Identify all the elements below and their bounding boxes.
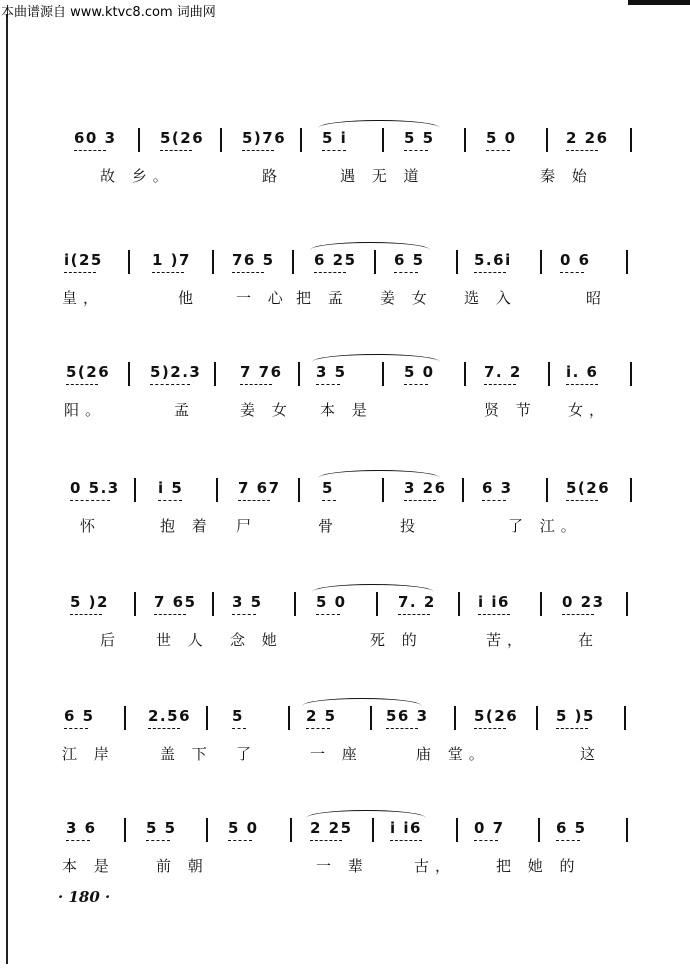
bar-line [382,362,384,386]
underline-beat-mark [404,150,428,151]
measure-notes: 5 0 [404,363,435,381]
lyric-text: 在 [578,631,600,649]
measure-notes: 7. 2 [398,593,436,611]
bar-line [626,250,628,274]
measure-notes: 5 i [322,129,348,147]
measure-notes: 5 0 [228,819,259,837]
bar-line [134,478,136,502]
measure-notes: 5 5 [146,819,177,837]
slur-arc [310,242,430,250]
lyric-text: 抱 着 [160,517,213,535]
underline-beat-mark [310,840,342,841]
underline-beat-mark [386,728,418,729]
bar-line [206,818,208,842]
measure-notes: 5)2.3 [150,363,202,381]
underline-beat-mark [316,614,340,615]
lyric-text: 后 [100,631,122,649]
lyric-text: 昭 [586,289,608,307]
underline-beat-mark [566,150,598,151]
measure-notes: 60 3 [74,129,117,147]
underline-beat-mark [158,500,182,501]
underline-beat-mark [232,614,256,615]
notation-row [0,250,690,276]
bar-line [128,362,130,386]
measure-notes: 0 7 [474,819,505,837]
bar-line [134,592,136,616]
underline-beat-mark [486,150,510,151]
bar-line [372,818,374,842]
underline-beat-mark [566,384,598,385]
lyric-text: 选 入 [464,289,517,307]
underline-beat-mark [150,384,190,385]
bar-line [540,250,542,274]
underline-beat-mark [560,272,584,273]
measure-notes: 6 3 [482,479,513,497]
measure-notes: 5 )5 [556,707,595,725]
underline-beat-mark [322,500,336,501]
measure-notes: 5(26 [160,129,205,147]
measure-notes: 5.6i [474,251,512,269]
bar-line [212,250,214,274]
bar-line [382,128,384,152]
underline-beat-mark [148,728,180,729]
bar-line [630,128,632,152]
lyric-text: 路 [262,167,284,185]
lyric-text: 尸 [236,517,258,535]
bar-line [216,478,218,502]
notation-row [0,362,690,388]
bar-line [536,706,538,730]
site-header: 本曲谱源自 www.ktvc8.com 词曲网 [1,5,216,20]
measure-notes: 2 26 [566,129,609,147]
lyrics-row [0,630,690,656]
bar-line [376,592,378,616]
underline-beat-mark [306,728,330,729]
bar-line [626,592,628,616]
underline-beat-mark [66,840,90,841]
underline-beat-mark [64,728,88,729]
lyric-text: 了 [236,745,258,763]
measure-notes: 1 )7 [152,251,191,269]
underline-beat-mark [146,840,170,841]
measure-notes: 3 5 [232,593,263,611]
lyric-text: 了 江。 [508,517,582,535]
page-number: · 180 · [58,888,111,906]
lyric-text: 把 她 的 [496,857,581,875]
notation-row [0,478,690,504]
bar-line [546,478,548,502]
measure-notes: 0 23 [562,593,605,611]
lyric-text: 一 心 [236,289,289,307]
measure-notes: 3 6 [66,819,97,837]
underline-beat-mark [556,840,580,841]
underline-beat-mark [484,384,516,385]
lyrics-row [0,166,690,192]
measure-notes: i 5 [158,479,184,497]
underline-beat-mark [482,500,506,501]
measure-notes: 7 76 [240,363,283,381]
lyric-text: 一 座 [310,745,363,763]
bar-line [626,818,628,842]
measure-notes: 2.56 [148,707,192,725]
bar-line [462,478,464,502]
lyrics-row [0,516,690,542]
lyrics-row [0,744,690,770]
bar-line [630,478,632,502]
lyric-text: 庙 堂。 [416,745,490,763]
measure-notes: 5 0 [316,593,347,611]
bar-line [540,592,542,616]
measure-notes: 0 5.3 [70,479,120,497]
measure-notes: 5 0 [486,129,517,147]
underline-beat-mark [242,150,274,151]
underline-beat-mark [556,728,588,729]
lyric-text: 一 辈 [316,857,369,875]
bar-line [212,592,214,616]
notation-row [0,706,690,732]
lyric-text: 投 [400,517,422,535]
bar-line [214,362,216,386]
underline-beat-mark [240,384,272,385]
underline-beat-mark [474,728,506,729]
underline-beat-mark [64,272,96,273]
underline-beat-mark [322,150,346,151]
bar-line [630,362,632,386]
measure-notes: 6 25 [314,251,357,269]
underline-beat-mark [74,150,106,151]
bar-line [292,250,294,274]
bar-line [300,128,302,152]
bar-line [288,706,290,730]
underline-beat-mark [478,614,510,615]
lyric-text: 女， [568,401,611,419]
bar-line [538,818,540,842]
measure-notes: 6 5 [64,707,95,725]
lyric-text: 秦 始 [540,167,593,185]
measure-notes: 2 5 [306,707,337,725]
measure-notes: 0 6 [560,251,591,269]
bar-line [546,128,548,152]
underline-beat-mark [228,840,252,841]
bar-line [548,362,550,386]
bar-line [128,250,130,274]
bar-line [138,128,140,152]
bar-line [454,706,456,730]
slur-arc [312,354,440,362]
slur-arc [302,698,422,706]
bar-line [370,706,372,730]
corner-mark [628,0,690,5]
measure-notes: 5 5 [404,129,435,147]
bar-line [456,250,458,274]
measure-notes: 5 )2 [70,593,109,611]
notation-row [0,128,690,154]
slur-arc [312,584,434,592]
underline-beat-mark [562,614,594,615]
notation-row [0,818,690,844]
lyric-text: 江 岸 [62,745,115,763]
underline-beat-mark [394,272,418,273]
lyric-text: 前 朝 [156,857,209,875]
measure-notes: 3 5 [316,363,347,381]
bar-line [382,478,384,502]
lyric-text: 故 乡。 [100,167,174,185]
measure-notes: 76 5 [232,251,275,269]
measure-notes: 5(26 [474,707,519,725]
lyric-text: 贤 节 [484,401,537,419]
measure-notes: 5(26 [566,479,611,497]
underline-beat-mark [154,614,186,615]
lyric-text: 姜 女 [380,289,433,307]
bar-line [464,128,466,152]
lyric-text: 把 孟 [296,289,349,307]
measure-notes: i i6 [478,593,510,611]
lyric-text: 念 她 [230,631,283,649]
notation-row [0,592,690,618]
underline-beat-mark [238,500,270,501]
underline-beat-mark [398,614,430,615]
underline-beat-mark [160,150,192,151]
bar-line [298,362,300,386]
slur-arc [318,120,440,128]
underline-beat-mark [390,840,422,841]
lyric-text: 皇， [62,289,105,307]
slur-arc [306,810,426,818]
underline-beat-mark [404,500,436,501]
lyric-text: 世 人 [156,631,209,649]
measure-notes: i. 6 [566,363,599,381]
measure-notes: 7. 2 [484,363,522,381]
measure-notes: 5 [232,707,244,725]
lyrics-row [0,400,690,426]
underline-beat-mark [232,272,264,273]
lyric-text: 本 是 [320,401,373,419]
measure-notes: 7 65 [154,593,197,611]
bar-line [294,592,296,616]
underline-beat-mark [66,384,98,385]
lyric-text: 本 是 [62,857,115,875]
underline-beat-mark [314,272,346,273]
bar-line [290,818,292,842]
bar-line [220,128,222,152]
bar-line [124,706,126,730]
measure-notes: 56 3 [386,707,429,725]
bar-line [464,362,466,386]
bar-line [624,706,626,730]
lyric-text: 遇 无 道 [340,167,425,185]
measure-notes: 5 [322,479,334,497]
bar-line [124,818,126,842]
underline-beat-mark [70,500,110,501]
lyric-text: 古， [414,857,457,875]
measure-notes: 6 5 [556,819,587,837]
lyric-text: 阳。 [64,401,107,419]
slur-arc [318,470,440,478]
underline-beat-mark [404,384,428,385]
underline-beat-mark [232,728,246,729]
measure-notes: 5)76 [242,129,287,147]
measure-notes: 6 5 [394,251,425,269]
lyric-text: 死 的 [370,631,423,649]
bar-line [458,592,460,616]
underline-beat-mark [70,614,102,615]
lyric-text: 盖 下 [160,745,213,763]
lyric-text: 孟 [174,401,196,419]
lyrics-row [0,288,690,314]
measure-notes: 2 25 [310,819,353,837]
underline-beat-mark [152,272,184,273]
measure-notes: i i6 [390,819,422,837]
lyrics-row [0,856,690,882]
underline-beat-mark [566,500,598,501]
lyric-text: 苦， [486,631,529,649]
bar-line [374,250,376,274]
underline-beat-mark [474,840,498,841]
lyric-text: 这 [580,745,602,763]
lyric-text: 怀 [80,517,102,535]
measure-notes: 7 67 [238,479,281,497]
measure-notes: 3 26 [404,479,447,497]
measure-notes: 5(26 [66,363,111,381]
lyric-text: 他 [178,289,200,307]
lyric-text: 骨 [318,517,340,535]
underline-beat-mark [474,272,506,273]
underline-beat-mark [316,384,340,385]
bar-line [298,478,300,502]
lyric-text: 姜 女 [240,401,293,419]
bar-line [456,818,458,842]
measure-notes: i(25 [64,251,103,269]
bar-line [206,706,208,730]
